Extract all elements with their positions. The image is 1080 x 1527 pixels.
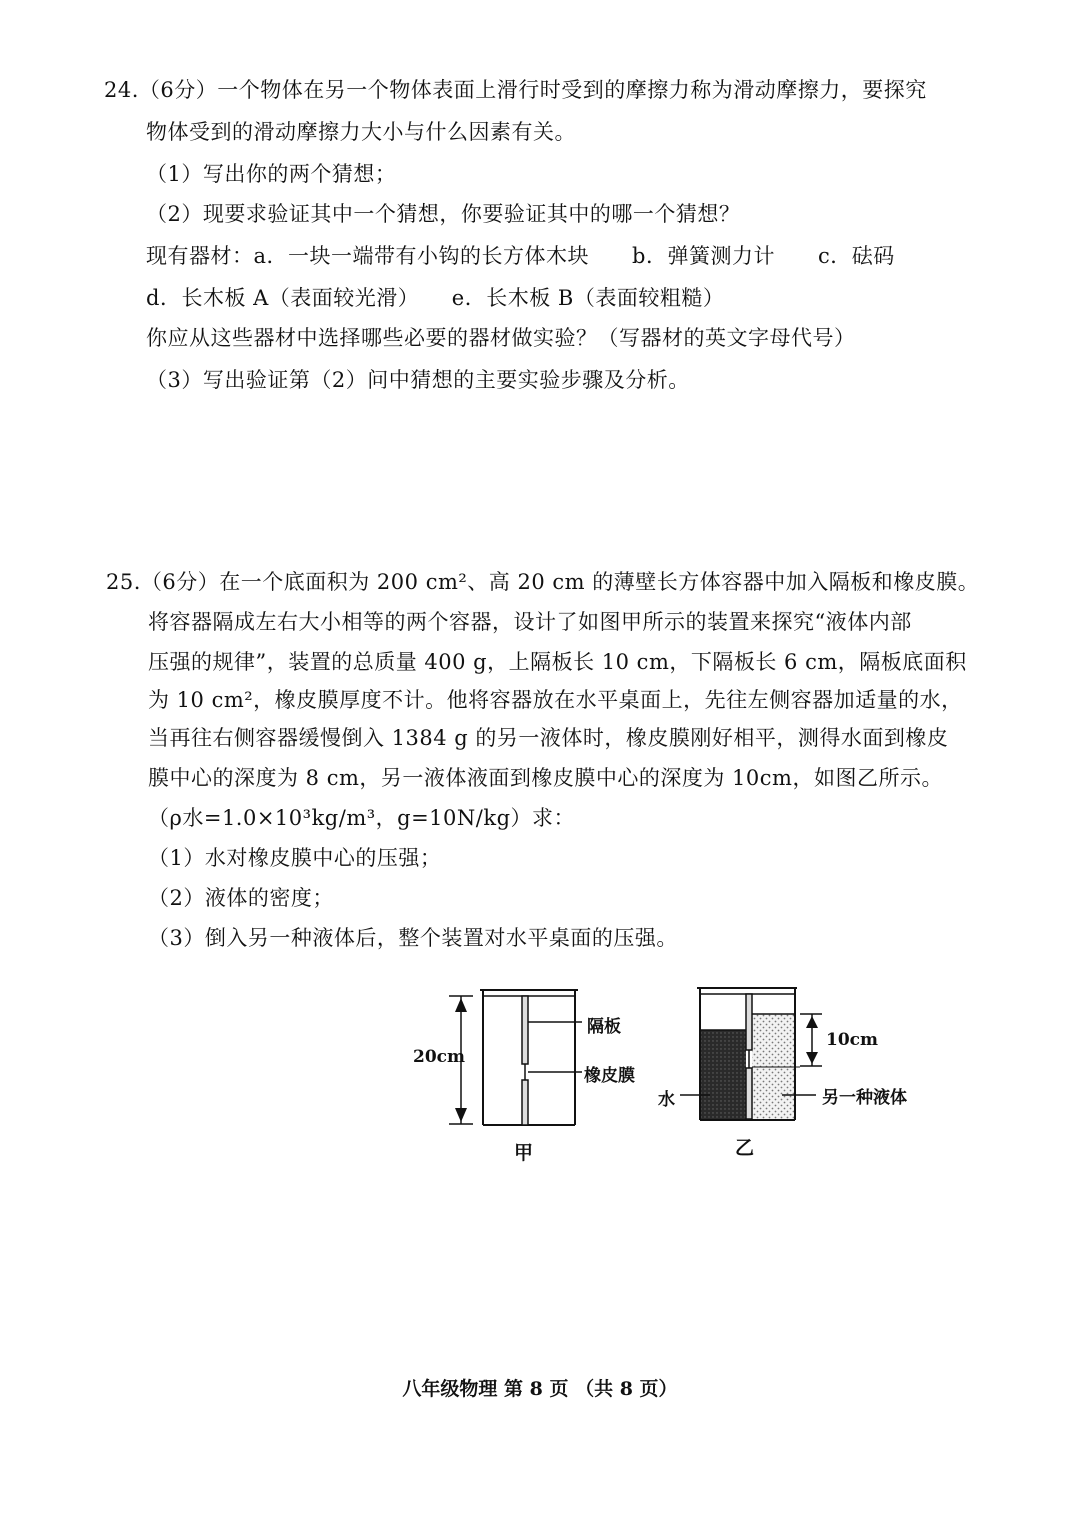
jia-height-label: 20cm xyxy=(413,1047,465,1067)
yi-upper-partition xyxy=(746,994,752,1050)
jia-lower-partition xyxy=(522,1080,528,1125)
figure-yi xyxy=(680,988,822,1120)
q25-line-8: （1）水对橡皮膜中心的压强； xyxy=(148,846,442,870)
q24-line-7: 你应从这些器材中选择哪些必要的器材做实验？（写器材的英文字母代号） xyxy=(146,326,856,350)
q25-line-9: （2）液体的密度； xyxy=(148,886,334,910)
jia-upper-partition xyxy=(522,996,528,1064)
q25-line-2: 将容器隔成左右大小相等的两个容器，设计了如图甲所示的装置来探究“液体内部 xyxy=(148,610,912,634)
q24-line-6: d．长木板 A（表面较光滑） e．长木板 B（表面较粗糙） xyxy=(146,286,725,310)
q25-line-10: （3）倒入另一种液体后，整个装置对水平桌面的压强。 xyxy=(148,926,678,950)
q24-line-5: 现有器材：a．一块一端带有小钩的长方体木块 b．弹簧测力计 c．砝码 xyxy=(146,244,895,268)
q25-line-1: 25.（6分）在一个底面积为 200 cm²、高 20 cm 的薄壁长方体容器中加入隔板和橡皮膜。 xyxy=(106,570,980,594)
yi-lower-partition xyxy=(746,1068,752,1119)
yi-depth-label: 10cm xyxy=(826,1030,878,1050)
figure-jia xyxy=(449,990,582,1125)
q25-line-5: 当再往右侧容器缓慢倒入 1384 g 的另一液体时，橡皮膜刚好相平，测得水面到橡皮 xyxy=(148,726,949,750)
jia-partition-label: 隔板 xyxy=(587,1017,621,1037)
q24-line-3: （1）写出你的两个猜想； xyxy=(146,162,397,186)
q24-line-4: （2）现要求验证其中一个猜想，你要验证其中的哪一个猜想？ xyxy=(146,202,741,226)
q25-line-7: （ρ水=1.0×10³kg/m³，g=10N/kg）求： xyxy=(148,806,576,830)
q25-line-3: 压强的规律”，装置的总质量 400 g，上隔板长 10 cm，下隔板长 6 cm，隔板底面积 xyxy=(148,650,967,674)
yi-water xyxy=(701,1030,746,1119)
q25-line-4: 为 10 cm²，橡皮膜厚度不计。他将容器放在水平桌面上，先往左侧容器加适量的水， xyxy=(148,688,963,712)
q24-line-2: 物体受到的滑动摩擦力大小与什么因素有关。 xyxy=(146,120,576,144)
page-footer: 八年级物理 第 8 页 （共 8 页） xyxy=(402,1378,678,1400)
yi-caption: 乙 xyxy=(735,1137,755,1159)
yi-liquid-label: 另一种液体 xyxy=(822,1088,907,1108)
jia-membrane-label: 橡皮膜 xyxy=(584,1066,635,1086)
yi-water-label: 水 xyxy=(658,1090,675,1110)
q24-line-8: （3）写出验证第（2）问中猜想的主要实验步骤及分析。 xyxy=(146,368,690,392)
q24-line-1: 24.（6分）一个物体在另一个物体表面上滑行时受到的摩擦力称为滑动摩擦力，要探究 xyxy=(104,78,927,102)
q25-line-6: 膜中心的深度为 8 cm，另一液体液面到橡皮膜中心的深度为 10cm，如图乙所示。 xyxy=(148,766,943,790)
jia-caption: 甲 xyxy=(514,1142,534,1164)
